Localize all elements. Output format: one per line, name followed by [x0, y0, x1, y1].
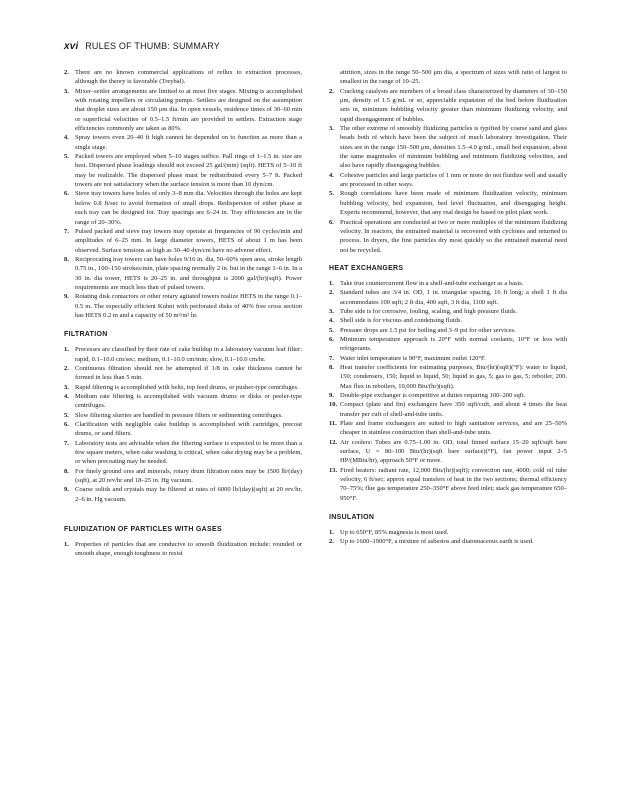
list-item — [329, 391, 567, 400]
list-item — [64, 383, 302, 392]
item-text: Reciprocating tray towers can have holes 9/16 in. dia, 50–60% open area, stroke length 0.75 in., 100–150 strokes/min, plate spacing normally 2 in. but in the range 1–6 in. In a 30 in. dia tower, HETS is 20–25 in. and throughput is 2000 gal/(hr)(sqft). Power requirements are much less than of pulsed towers. — [75, 255, 302, 291]
list-item — [329, 189, 567, 217]
list-item — [329, 68, 567, 87]
item-number: 3. — [64, 383, 69, 391]
item-text: Shell side is for viscous and condensing fluids. — [340, 317, 463, 325]
list-item — [64, 345, 302, 364]
item-text: Sieve tray towers have holes of only 3–8 mm dia. Velocities through the holes are kept below 0.8 ft/sec to avoid formation of small drops. Redispersion of either phase at each tray can be designed for. Tray spacings are 6–24 in. Tray efficiencies are in the range of 20–30%. — [75, 190, 302, 226]
list-item — [64, 133, 302, 152]
section-heading-fluidization: FLUIDIZATION OF PARTICLES WITH GASES — [64, 526, 222, 534]
item-number: 5. — [64, 153, 69, 161]
item-text: Air coolers: Tubes are 0.75–1.00 in. OD, total finned surface 15–20 sqft/sqft bare surface, U = 80–100 Btu/(hr)(sqft bare surface)(°F), fan power input 2–5 HP/(MBtu/hr), approach 50°F or more. — [340, 438, 567, 465]
item-number: 4. — [329, 171, 334, 179]
item-text: Continuous filtration should not be attempted if 1/8 in. cake thickness cannot be formed in less than 5 min. — [75, 364, 302, 382]
section-heading-heat-exchangers: HEAT EXCHANGERS — [329, 264, 404, 272]
page-number: xvi — [64, 41, 79, 52]
item-text: Processes are classified by their rate of cake buildup in a laboratory vacuum leaf filter: rapid, 0.1–10.0 cm/sec; medium, 0.1–10.0 cm/min; slow, 0.1–10.0 cm/hr. — [75, 346, 302, 363]
item-text: Laboratory tests are advisable when the filtering surface is expected to be more than a few square meters, when cake washing is critical, when cake drying may be a problem, or when precoating may be needed. — [75, 439, 302, 466]
item-text: Heat transfer coefficients for estimating purposes, Btu/(hr)(sqft)(°F): water to liquid, 150; condensers, 150; liquid to liquid, 50; liquid to gas, 5; gas to gas, 5; reboiler, 200. Max flux in reboilers, 10,000 Btu/(hr)(sqft). — [340, 363, 567, 390]
item-text: Slow filtering slurries are handled in pressure filters or sedimenting centrifuges. — [75, 411, 283, 419]
list-item — [329, 87, 567, 124]
item-number: 6. — [64, 421, 69, 429]
list-item — [64, 152, 302, 189]
item-number: 9. — [329, 392, 334, 399]
list-item — [329, 316, 567, 325]
item-number: 6. — [329, 218, 334, 226]
left-column — [64, 68, 302, 559]
item-text: Spray towers even 20–40 ft high cannot be depended on to function as more than a single stage. — [75, 134, 302, 151]
item-text: Fired heaters: radiant rate, 12,000 Btu/(hr)(sqft); convection rate, 4000; cold oil tube velocity, 6 ft/sec; approx equal transfers of heat in the two sections; thermal efficiency 70–75%; flue gas temperature 250–350°F above feed inlet; stack gas temperature 650–950°F. — [340, 466, 567, 502]
item-number: 7. — [64, 227, 69, 235]
item-number: 3. — [329, 125, 334, 133]
list-item — [329, 354, 567, 363]
item-text: Pressure drops are 1.5 psi for boiling and 3–9 psi for other services. — [340, 326, 516, 334]
item-number: 8. — [64, 255, 69, 263]
item-text: Rotating disk contactors or other rotary agitated towers realize HETS in the range 0.1–0.5 m. The especially efficient Kuhni with perforated disks of 40% free cross section has HETS 0.2 m and a capacity of 50 m³/m² hr. — [75, 293, 302, 319]
item-number: 5. — [64, 411, 69, 419]
item-text: attrition, sizes in the range 50–500 μm dia, a spectrum of sizes with ratio of largest to smallest in the range of 10–25. — [340, 69, 567, 86]
list-item — [329, 335, 567, 354]
list-item — [329, 326, 567, 335]
item-text: Minimum temperature approach is 20°F with normal coolants, 10°F or less with refrigerants. — [340, 335, 567, 353]
item-text: Properties of particles that are conducive to smooth fluidization include: rounded or smooth shape, enough toughness to resist — [75, 541, 302, 558]
insulation-list — [329, 528, 567, 547]
item-text: Compact (plate and fin) exchangers have 350 sqft/cuft, and about 4 times the heat transfer per cuft of shell-and-tube units. — [340, 401, 567, 418]
item-number: 7. — [64, 439, 69, 447]
list-item — [64, 467, 302, 486]
item-text: Clarification with negligible cake buildup is accomplished with cartridges, precoat drums, or sand filters. — [75, 421, 302, 438]
list-item — [329, 466, 567, 503]
item-number: 3. — [64, 87, 69, 95]
item-number: 2. — [329, 538, 334, 546]
item-number: 7. — [329, 354, 334, 362]
running-title: RULES OF THUMB: SUMMARY — [85, 41, 221, 51]
filtration-list — [64, 345, 302, 504]
item-text: The other extreme of smoothly fluidizing particles is typified by coarse sand and glass beads both of which have been the subject of much laboratory investigation. Their sizes are in the range 150–500 μm, densities 1.5–4.0 g/mL, small bed expansion, about the same magnitudes of minimum bubbling and minimum fluidizing velocities, and also have rapidly disengaging bubbles. — [340, 125, 567, 170]
right-column — [329, 68, 567, 547]
list-item — [64, 420, 302, 439]
item-text: Double-pipe exchanger is competitive at duties requiring 100–200 sqft. — [340, 392, 526, 399]
item-text: Rough correlations have been made of minimum fluidization velocity, minimum bubbling velocity, bed expansion, bed level fluctuation, and disengaging height. Experts recommend, however, that any real design be based on pilot plant work. — [340, 190, 567, 217]
item-text: Tube side is for corrosive, fouling, scaling, and high pressure fluids. — [340, 307, 518, 315]
item-number: 9. — [64, 293, 69, 301]
list-item — [329, 288, 567, 307]
list-item — [64, 411, 302, 420]
list-item — [64, 189, 302, 226]
item-text: Medium rate filtering is accomplished with vacuum drums or disks or peeler-type centrifuges. — [75, 393, 302, 410]
item-number: 2. — [64, 69, 69, 76]
list-item — [64, 68, 302, 87]
list-item — [64, 485, 302, 504]
section-heading-filtration: FILTRATION — [64, 331, 108, 339]
item-text: For finely ground ores and minerals, rotary drum filtration rates may be 1500 lb/(day)(sqft), at 20 rev/hr and 18–25 in. Hg vacuum. — [75, 467, 302, 485]
list-item — [64, 292, 302, 320]
item-number: 1. — [64, 541, 69, 549]
list-item — [329, 537, 567, 546]
item-number: 4. — [64, 393, 69, 400]
list-item — [329, 438, 567, 466]
item-number: 1. — [64, 346, 69, 354]
list-item — [329, 279, 567, 288]
item-number: 10. — [329, 401, 338, 409]
item-text: Mixer–settler arrangements are limited to at most five stages. Mixing is accomplished with rotating impellers or circulating pumps. Settlers are designed on the assumption that droplet sizes are about 150 μm dia. In open vessels, residence times of 30–60 min or superficial velocities of 0.5–1.5 ft/min are provided in settlers. Extraction stage efficiencies commonly are taken as 80%. — [75, 87, 302, 133]
list-item — [64, 87, 302, 134]
section-heading-insulation: INSULATION — [329, 514, 375, 522]
list-item — [329, 218, 567, 255]
heat-exchangers-list — [329, 279, 567, 503]
item-number: 6. — [329, 335, 334, 343]
item-text: Rapid filtering is accomplished with belts, top feed drums, or pusher-type centrifuges. — [75, 383, 299, 391]
item-number: 5. — [329, 326, 334, 334]
item-number: 1. — [329, 279, 334, 287]
list-item — [64, 392, 302, 411]
list-item — [64, 439, 302, 467]
running-header — [64, 41, 220, 52]
item-text: Cohesive particles and large particles of 1 mm or more do not fluidize well and usually are processed in other ways. — [340, 171, 567, 189]
item-number: 2. — [64, 364, 69, 372]
item-number: 2. — [329, 87, 334, 95]
list-item — [329, 124, 567, 171]
item-text: Packed towers are employed when 5–10 stages suffice. Pall rings of 1–1.5 in. size are best. Dispersed phase loadings should not exceed 25 gal/(min) (sqft). HETS of 5–10 ft may be realizable. The dispersed phase must be redistributed every 5–7 ft. Packed towers are not satisfactory when the surface tension is more than 10 dyn/cm. — [75, 153, 302, 189]
list-item — [329, 400, 567, 419]
item-text: Practical operations are conducted at two or more multiples of the minimum fluidizing velocity. In reactors, the entrained material is recovered with cyclones and returned to process. In dryers, the fine particles dry most quickly so the entrained material need not be recycled. — [340, 218, 567, 254]
list-item — [329, 171, 567, 190]
item-number: 13. — [329, 466, 338, 474]
list-item — [64, 364, 302, 383]
list-item — [329, 307, 567, 316]
item-number: 1. — [329, 529, 334, 537]
item-text: Cracking catalysts are members of a broad class characterized by diameters of 30–150 μm, density of 1.5 g/mL or so, appreciable expansion of the bed before fluidization sets in, minimum bubbling velocity greater than minimum fluidizing velocity, and rapid disengagement of bubbles. — [340, 87, 567, 123]
item-text: Pulsed packed and sieve tray towers may operate at frequencies of 90 cycles/min and amplitudes of 6–25 mm. In large diameter towers, HETS of about 1 m has been observed. Surface tensions as high as 30–40 dyn/cm have no adverse effect. — [75, 227, 302, 254]
item-number: 4. — [64, 134, 69, 142]
item-text: Up to 1600–1900°F, a mixture of asbestos and diatomaceous earth is used. — [340, 538, 534, 546]
list-item — [64, 227, 302, 255]
item-text: Coarse solids and crystals may be filtered at rates of 6000 lb/(day)(sqft) at 20 rev/hr, 2–6 in. Hg vacuum. — [75, 486, 302, 503]
list-item — [329, 363, 567, 391]
item-text: Up to 650°F, 85% magnesia is most used. — [340, 529, 449, 537]
item-text: Take true countercurrent flow in a shell-and-tube exchanger as a basis. — [340, 279, 524, 287]
item-number: 8. — [329, 363, 334, 371]
item-number: 8. — [64, 467, 69, 475]
item-text: Plate and frame exchangers are suited to high sanitation services, and are 25–50% cheaper in stainless construction than shell-and-tube units. — [340, 420, 567, 437]
fluidization-list — [64, 540, 302, 559]
fluidization-continued-list — [329, 68, 567, 255]
item-number: 4. — [329, 317, 334, 325]
item-number: 6. — [64, 190, 69, 198]
item-number: 12. — [329, 438, 338, 446]
item-number: 11. — [329, 420, 337, 428]
list-item — [329, 419, 567, 438]
item-text: Standard tubes are 3/4 in. OD, 1 in. triangular spacing, 16 ft long; a shell 1 ft dia accommodates 100 sqft; 2 ft dia, 400 sqft, 3 ft dia, 1100 sqft. — [340, 289, 567, 306]
item-number: 9. — [64, 486, 69, 494]
item-text: There are no known commercial applications of reflux to extraction processes, although the theory is favorable (Treybal). — [75, 69, 302, 86]
list-item — [329, 528, 567, 537]
item-text: Water inlet temperature is 90°F, maximum outlet 120°F. — [340, 354, 486, 362]
item-number: 3. — [329, 307, 334, 315]
extraction-list — [64, 68, 302, 320]
list-item — [64, 540, 302, 559]
item-number: 2. — [329, 289, 334, 297]
item-number: 5. — [329, 190, 334, 198]
list-item — [64, 255, 302, 292]
